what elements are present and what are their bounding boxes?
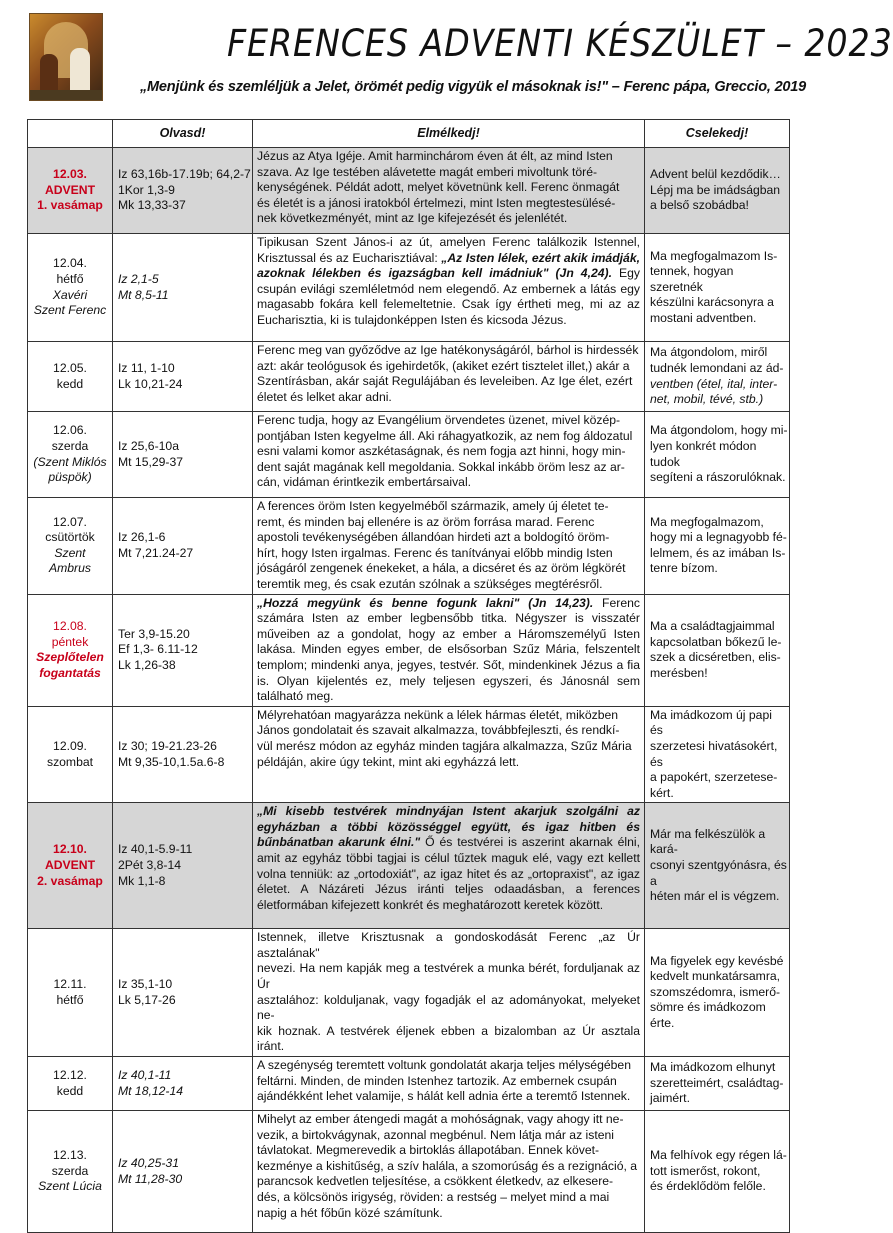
reflection-line: példáján, akire úgy tekint, mint aki egyházzá lett.: [257, 754, 520, 769]
reflection-line: távlatokat. Megmerevedik a birtoklás állapotában. Ennek követ-: [257, 1143, 600, 1158]
day-line: ADVENT: [44, 857, 96, 872]
action-cell: [645, 803, 790, 929]
day-cell: [28, 234, 113, 342]
reflection-quote: „Az Isten lélek, ezért akik imádják, azoknak lélekben és igazságban kell imádniuk" (Jn 4,24).: [257, 250, 640, 281]
action-line: és érdeklődöm felőle.: [650, 1179, 766, 1194]
day-line: péntek: [51, 634, 89, 649]
header-read: Olvasd!: [113, 120, 253, 148]
action-line: hogy mi a legnagyobb fé-: [650, 530, 787, 545]
reading-line: Iz 26,1-6: [118, 530, 166, 545]
reading-line: Iz 35,1-10: [118, 977, 173, 992]
action-cell: [645, 412, 790, 498]
action-cell: [645, 342, 790, 412]
reading-cell: [113, 803, 253, 929]
reflection-cell: [253, 594, 645, 706]
reflection-cell: [253, 803, 645, 929]
reflection-line: kenységének. Példát adott, melyet követnünk kell. Ferenc önmagát: [257, 180, 620, 195]
reflection-cell: [253, 929, 645, 1057]
header-act: Cselekedj!: [645, 120, 790, 148]
day-line: hétfő: [56, 271, 84, 286]
action-line: Lépj ma be imádságban: [650, 182, 781, 197]
day-line: 12.09.: [53, 738, 87, 753]
table-row: [28, 1057, 790, 1111]
reflection-line: esni valami komor aszkétaságnak, és nem fogja azt hinni, hogy min-: [257, 444, 626, 459]
action-cell: [645, 706, 790, 803]
day-line: ADVENT: [44, 182, 96, 197]
action-line: net, mobil, tévé, stb.): [650, 392, 764, 407]
reflection-line: Istennek, illetve Krisztusnak a gondoskodását Ferenc „az Úr asztalának": [257, 930, 640, 960]
day-cell: [28, 412, 113, 498]
action-cell: [645, 498, 790, 595]
day-cell: [28, 706, 113, 803]
table-header-row: [28, 120, 790, 148]
reading-line: Iz 40,25-31: [118, 1155, 179, 1170]
action-line: csonyi szentgyónásra, és a: [650, 857, 787, 888]
reflection-line: János gondolatait és szavait alkalmazza, továbbfejleszti, és rendkí-: [257, 723, 620, 738]
reading-line: Ter 3,9-15.20: [118, 626, 190, 641]
reading-cell: [113, 498, 253, 595]
action-line: Ma átgondolom, miről: [650, 345, 768, 360]
reflection-line: dés, a kölcsönös irigység, röviden: a restség – melyet mind a mai: [257, 1190, 610, 1204]
day-line: szombat: [46, 754, 94, 769]
day-line: szerda: [51, 438, 89, 453]
action-line: a belső szobádba!: [650, 198, 749, 213]
action-line: Ma imádkozom új papi és: [650, 707, 772, 738]
day-cell: [28, 594, 113, 706]
day-line: 12.07.: [53, 514, 87, 529]
reflection-cell: [253, 706, 645, 803]
reflection-line: remt, és minden baj ellenére is az öröm forrása marad. Ferenc: [257, 514, 595, 529]
day-line: 12.06.: [53, 423, 87, 438]
action-cell: [645, 594, 790, 706]
reading-cell: [113, 342, 253, 412]
action-line: sömre és imádkozom érte.: [650, 1000, 766, 1031]
day-line: Xavéri: [52, 287, 88, 302]
action-line: szomszédomra, ismerő-: [650, 984, 781, 999]
day-line: 12.05.: [53, 360, 87, 375]
table-row: [28, 594, 790, 706]
table-row: [28, 929, 790, 1057]
action-line: ventben (étel, ital, inter-: [650, 376, 778, 391]
reading-line: Mt 7,21.24-27: [118, 545, 194, 560]
action-line: Ma átgondolom, hogy mi-: [650, 423, 788, 438]
action-line: tennek, hogyan szeretnék: [650, 264, 734, 294]
page-motto: „Menjünk és szemléljük a Jelet, örömét pedig vigyük el másoknak is!" – Ferenc pápa, Greccio, 2019: [140, 79, 807, 95]
reading-cell: [113, 594, 253, 706]
reading-line: 1Kor 1,3-9: [118, 182, 175, 197]
reading-line: Iz 25,6-10a: [118, 438, 179, 453]
day-cell: [28, 929, 113, 1057]
reflection-text: Egy csupán evilági szemléletmód nem elegendő. Az embernek a látás egy magasabb fokára kell felemeltetnie. Csak így értheti meg, mi az az Eucharisztia, ki is tulajdonképpen Isten és kicsoda Jézus.: [257, 266, 640, 327]
reflection-line: Mélyrehatóan magyarázza nekünk a lélek hármas életét, miközben: [257, 707, 619, 722]
day-line: csütörtök: [45, 530, 95, 545]
day-line: 12.04.: [53, 256, 87, 271]
header-day: [28, 120, 113, 148]
reflection-line: Szentírásban, akár saját Regulájában és leveleiben. Az Ige élet, ezért: [257, 374, 633, 389]
reflection-line: vül merész módon az egyház minden tagjára alkalmazza, Szűz Mária: [257, 738, 632, 753]
table-row: [28, 234, 790, 342]
table-row: [28, 412, 790, 498]
reflection-line: kezménye a kishitűség, a szív halála, a szomorúság és a rezignáció, a: [257, 1158, 638, 1173]
day-line: 12.13.: [53, 1148, 87, 1163]
reading-line: Mt 8,5-11: [118, 287, 169, 302]
reading-line: Mt 18,12-14: [118, 1083, 184, 1098]
reflection-line: azt: akár teológusok és igehirdetők, (akiket ezért tisztelet illet,) akár a: [257, 358, 630, 373]
action-line: kért.: [650, 785, 674, 800]
table-row: [28, 706, 790, 803]
action-line: tott ismerőst, rokont,: [650, 1163, 761, 1178]
action-line: a papokért, szerzetese-: [650, 770, 778, 785]
action-line: héten már el is végzem.: [650, 889, 780, 904]
day-line: kedd: [56, 1083, 84, 1098]
reading-cell: [113, 706, 253, 803]
reflection-line: napig a hét főbűn közé számítunk.: [257, 1205, 443, 1220]
reflection-line: Jézus az Atya Igéje. Amit harminchárom éven át élt, az mind Isten: [257, 149, 613, 163]
reflection-text: Tipikusan Szent János-i az út, amelyen Ferenc találkozik Istennel, Krisztussal és az Eucharisztiával:: [257, 235, 640, 265]
action-line: Advent belül kezdődik…: [650, 167, 781, 182]
table-row: [28, 148, 790, 234]
action-line: szek a dicséretben, elis-: [650, 650, 781, 665]
day-line: (Szent Miklós: [33, 454, 107, 469]
advent-calendar-table: [27, 119, 790, 1233]
action-line: készülni karácsonyra a: [650, 295, 774, 310]
reflection-cell: [253, 234, 645, 342]
reflection-line: pontjában Isten kegyelme áll. Aki ráhagyatkozik, az nem fog áldozatul: [257, 428, 633, 443]
action-line: segíteni a rászorulóknak.: [650, 470, 786, 485]
reading-line: Iz 30; 19-21.23-26: [118, 738, 217, 753]
action-cell: [645, 234, 790, 342]
reading-line: Iz 40,1-5.9-11: [118, 842, 193, 857]
action-line: szerzetesi hivatásokért, és: [650, 738, 778, 769]
reflection-line: hírt, hogy Isten irgalmas. Ferenc és tanítványai előbb mindig Isten: [257, 545, 613, 560]
action-cell: [645, 1111, 790, 1233]
action-line: merésben!: [650, 665, 708, 680]
reflection-line: parancsok kedvetlen teljesítése, a csökkent életkedv, az elkesere-: [257, 1174, 614, 1189]
day-line: Szent: [54, 545, 86, 560]
reflection-cell: [253, 148, 645, 234]
reflection-line: asztalához: kolduljanak, vagy fogadják el az adományokat, melyeket ne-: [257, 992, 640, 1023]
day-cell: [28, 803, 113, 929]
reading-line: Iz 2,1-5: [118, 271, 159, 286]
reflection-line: szava. Az Ige testében alávetette magát emberi mivoltunk töré-: [257, 164, 598, 179]
reading-line: Lk 5,17-26: [118, 992, 176, 1007]
reflection-quote: „Mi kisebb testvérek mindnyájan Istent akarjuk szolgálni az egyházban a többi közösséggel együtt, és igaz hitben és bűnbánatban akarunk élni.": [257, 804, 640, 850]
reflection-line: cán, vidáman érintkezik embertársaival.: [257, 475, 472, 490]
reading-cell: [113, 1057, 253, 1111]
action-line: tudnék lemondani az ád-: [650, 360, 784, 375]
reflection-line: nek következményét, mint az Ige kifejezését és jelenlétét.: [257, 211, 568, 226]
day-line: 12.11.: [53, 977, 87, 992]
action-line: lelmem, és az imában Is-: [650, 545, 786, 560]
action-line: Ma felhívok egy régen lá-: [650, 1148, 787, 1163]
reading-line: Ef 1,3- 6.11-12: [118, 642, 198, 657]
reading-line: Iz 11, 1-10: [118, 360, 175, 375]
table-row: [28, 803, 790, 929]
reflection-line: dent saját magának kell megoldania. Sokkal inkább öröm lesz az ar-: [257, 459, 625, 474]
reflection-line: kik hoznak. A testvérek éljenek ebben a bizalomban az Úr asztala iránt.: [257, 1023, 640, 1054]
day-line: püspök): [48, 470, 92, 485]
reading-line: Lk 1,26-38: [118, 657, 176, 672]
reading-line: Iz 40,1-11: [118, 1067, 172, 1082]
day-cell: [28, 1111, 113, 1233]
reflection-line: jóságáról zengenek énekeket, a hála, a dicséret és az öröm légkörét: [257, 561, 626, 576]
header-logo-image: [29, 13, 103, 101]
action-line: tenre bízom.: [650, 561, 718, 576]
reflection-cell: [253, 342, 645, 412]
day-line: 2. vasámap: [37, 873, 103, 888]
action-line: mostani adventben.: [650, 310, 757, 325]
reading-cell: [113, 148, 253, 234]
reading-cell: [113, 412, 253, 498]
reading-line: Mk 13,33-37: [118, 198, 186, 213]
reflection-line: teremtik meg, és csak ezután szólnak a szükséges megtérésről.: [257, 576, 603, 591]
page-title: FERENCES ADVENTI KÉSZÜLET – 2023: [227, 22, 893, 65]
day-line: szerda: [51, 1163, 89, 1178]
reading-line: Iz 63,16b-17.19b; 64,2-7: [118, 167, 251, 182]
action-cell: [645, 929, 790, 1057]
action-line: Ma imádkozom elhunyt: [650, 1060, 776, 1075]
reflection-cell: [253, 498, 645, 595]
reading-line: 2Pét 3,8-14: [118, 857, 182, 872]
day-line: kedd: [56, 376, 84, 391]
table-row: [28, 1111, 790, 1233]
reflection-line: vezik, a birtokvágynak, azonnal megbénul. Nem látja már az isteni: [257, 1127, 614, 1142]
reading-line: Lk 10,21-24: [118, 376, 183, 391]
reflection-line: ajándékként lehet valamije, s hálát kell adnia érte a teremtő Istennek.: [257, 1089, 631, 1104]
day-line: Szeplőtelen: [36, 650, 104, 665]
day-line: hétfő: [56, 992, 84, 1007]
action-line: lyen konkrét módon tudok: [650, 438, 757, 469]
reading-cell: [113, 234, 253, 342]
reading-line: Mt 15,29-37: [118, 454, 184, 469]
day-cell: [28, 342, 113, 412]
reading-line: Mk 1,1-8: [118, 873, 166, 888]
day-line: 12.12.: [53, 1067, 87, 1082]
header-reflect: Elmélkedj!: [253, 120, 645, 148]
table-row: [28, 342, 790, 412]
action-cell: [645, 1057, 790, 1111]
action-line: kapcsolatban bőkezű le-: [650, 634, 782, 649]
action-line: Ma figyelek egy kevésbé: [650, 953, 784, 968]
reflection-line: A ferences öröm Isten kegyelméből származik, amely új életet te-: [257, 499, 609, 513]
reading-line: Mt 11,28-30: [118, 1171, 183, 1186]
day-line: fogantatás: [39, 665, 101, 680]
reflection-line: A szegénység teremtett voltunk gondolatát akarja teljes mélységében: [257, 1058, 631, 1073]
day-line: 12.03.: [53, 167, 87, 182]
reflection-cell: [253, 412, 645, 498]
reading-line: Mt 9,35-10,1.5a.6-8: [118, 754, 225, 769]
action-line: kedvelt munkatársamra,: [650, 969, 781, 984]
action-line: Ma megfogalmazom,: [650, 514, 764, 529]
reflection-line: Ferenc tudja, hogy az Evangélium örvendetes üzenet, mivel közép-: [257, 413, 621, 427]
reflection-text: Ferenc számára Isten az ember legbensőbb titka. Négyszer is visszatér műveiben az a gondolat, hogy az ember a Háromszemélyű Isten lakása. Minden egyes ember, de elsősorban Szűz Mária, felszentelt templom; mindenki anya, jegyes, testvér. Sőt, mindenkinek Jézus a fia is. Olyan kijelentés ez, mely teljesen egyszeri, és Jánosnál sem található meg.: [257, 595, 640, 704]
reflection-text: Ő és testvérei is aszerint akarnak élni, amit az egyház többi tagjai is célul tűztek maguk elé, vagy ezt kellett volna tenniük: az „ortodoxiát", az igaz hitet és az „ortopraxist", az igaz életet. A Názáreti Jézus iránti teljes odaadásban, a ferences életformában kifejezett konkrét és meghatározott keretek között.: [257, 835, 640, 912]
day-cell: [28, 1057, 113, 1111]
action-line: jaimért.: [650, 1091, 690, 1106]
action-line: szeretteimért, családtag-: [650, 1075, 784, 1090]
table-row: [28, 498, 790, 595]
reflection-line: Ferenc meg van győződve az Ige hatékonyságáról, bárhol is hirdessék: [257, 343, 639, 357]
reflection-cell: [253, 1057, 645, 1111]
action-line: Ma a családtagjaimmal: [650, 618, 775, 633]
day-line: Szent Lúcia: [38, 1179, 102, 1194]
reflection-line: Mihelyt az ember átengedi magát a mohóságnak, vagy ahogy itt ne-: [257, 1112, 624, 1127]
action-line: Már ma felkészülök a kará-: [650, 826, 766, 857]
day-cell: [28, 148, 113, 234]
reflection-line: életet és lelket akar adni.: [257, 389, 392, 404]
day-line: Ambrus: [49, 561, 91, 576]
reflection-line: apostoli tevékenységében állandóan hirdeti azt a boldogító öröm-: [257, 530, 610, 545]
reflection-quote: „Hozzá megyünk és benne fogunk lakni" (Jn 14,23).: [257, 595, 594, 610]
reading-cell: [113, 929, 253, 1057]
day-line: 12.08.: [53, 618, 87, 633]
day-cell: [28, 498, 113, 595]
day-line: Szent Ferenc: [33, 303, 107, 318]
action-cell: [645, 148, 790, 234]
action-line: Ma megfogalmazom Is-: [650, 248, 778, 263]
reflection-line: feltárni. Minden, de minden Istenhez tartozik. Az embernek csupán: [257, 1073, 617, 1088]
reflection-line: és életét is a jánosi iratokból értelmezi, mint Isten megtestesülésé-: [257, 195, 616, 210]
reflection-cell: [253, 1111, 645, 1233]
day-line: 12.10.: [53, 842, 87, 857]
day-line: 1. vasámap: [37, 198, 103, 213]
reflection-line: nevezi. Ha nem kapják meg a testvérek a munka bérét, forduljanak az Úr: [257, 961, 640, 992]
reading-cell: [113, 1111, 253, 1233]
